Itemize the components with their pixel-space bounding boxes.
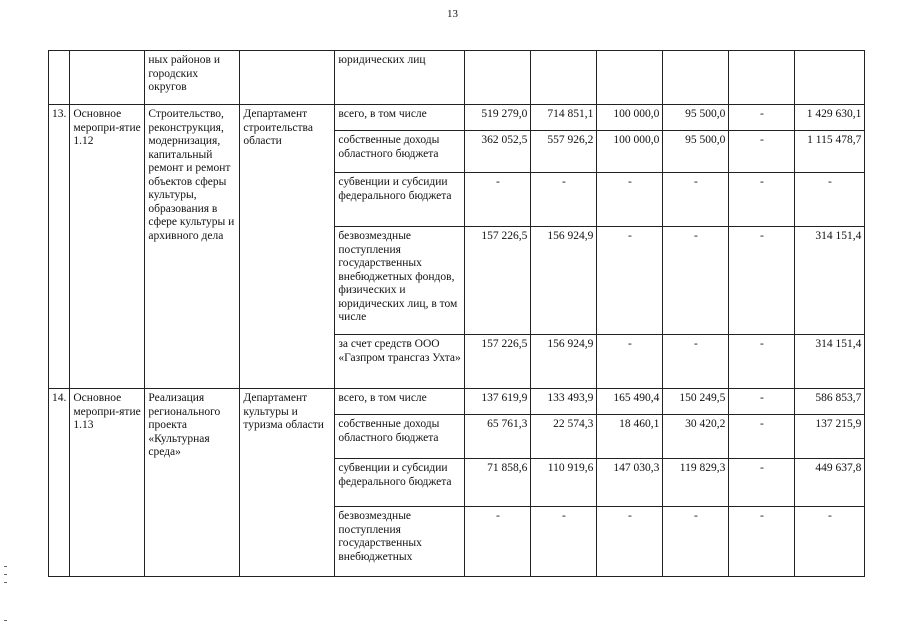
value-cell: 156 924,9 bbox=[531, 227, 597, 335]
value-cell: 156 924,9 bbox=[531, 335, 597, 389]
value-cell: 1 115 478,7 bbox=[795, 131, 865, 173]
value-cell: - bbox=[729, 335, 795, 389]
budget-table bbox=[48, 50, 865, 577]
value-cell: 18 460,1 bbox=[597, 415, 663, 459]
value-cell: 95 500,0 bbox=[663, 105, 729, 131]
measure-name-cell: Основное меропри-ятие 1.13 bbox=[70, 389, 145, 577]
source-cell: безвозмездные поступления государственных внебюджетных фондов, физических и юридических лиц, в том числе bbox=[335, 227, 465, 335]
margin-mark bbox=[4, 620, 7, 621]
value-cell: - bbox=[729, 105, 795, 131]
value-cell: 30 420,2 bbox=[663, 415, 729, 459]
value-cell: 157 226,5 bbox=[465, 227, 531, 335]
margin-mark bbox=[4, 582, 7, 583]
number-cell: 14. bbox=[49, 389, 70, 577]
source-cell: собственные доходы областного бюджета bbox=[335, 415, 465, 459]
value-cell: - bbox=[663, 507, 729, 577]
value-cell: 165 490,4 bbox=[597, 389, 663, 415]
executor-cell bbox=[240, 51, 335, 105]
source-cell: собственные доходы областного бюджета bbox=[335, 131, 465, 173]
value-cell: 157 226,5 bbox=[465, 335, 531, 389]
value-cell: 65 761,3 bbox=[465, 415, 531, 459]
table-body bbox=[49, 51, 865, 577]
value-cell: 137 619,9 bbox=[465, 389, 531, 415]
value-cell: 71 858,6 bbox=[465, 459, 531, 507]
value-cell: - bbox=[729, 459, 795, 507]
value-cell: 519 279,0 bbox=[465, 105, 531, 131]
value-cell: 137 215,9 bbox=[795, 415, 865, 459]
executor-cell: Департамент культуры и туризма области bbox=[240, 389, 335, 577]
source-cell: всего, в том числе bbox=[335, 105, 465, 131]
executor-cell: Департамент строительства области bbox=[240, 105, 335, 389]
value-cell: - bbox=[729, 173, 795, 227]
value-cell: 586 853,7 bbox=[795, 389, 865, 415]
value-cell: 314 151,4 bbox=[795, 335, 865, 389]
value-cell: 22 574,3 bbox=[531, 415, 597, 459]
margin-mark bbox=[4, 574, 7, 575]
source-cell: всего, в том числе bbox=[335, 389, 465, 415]
measure-name-cell: Основное меропри-ятие 1.12 bbox=[70, 105, 145, 389]
measure-name-cell bbox=[70, 51, 145, 105]
table-row-continuation bbox=[49, 51, 865, 105]
value-cell: - bbox=[531, 507, 597, 577]
value-cell: 100 000,0 bbox=[597, 131, 663, 173]
value-cell: - bbox=[729, 131, 795, 173]
value-cell: - bbox=[465, 173, 531, 227]
content-cell: Строительство, реконструкция, модернизация, капитальный ремонт и ремонт объектов сферы культуры, образования в сфере культуры и архивного дела bbox=[145, 105, 240, 389]
value-cell: - bbox=[795, 507, 865, 577]
value-cell: - bbox=[729, 415, 795, 459]
value-cell: - bbox=[729, 507, 795, 577]
source-cell: юридических лиц bbox=[335, 51, 465, 105]
source-cell: безвозмездные поступления государственных внебюджетных bbox=[335, 507, 465, 577]
value-cell: 314 151,4 bbox=[795, 227, 865, 335]
value-cell: 714 851,1 bbox=[531, 105, 597, 131]
value-cell: 119 829,3 bbox=[663, 459, 729, 507]
value-cell: - bbox=[597, 335, 663, 389]
value-cell: 95 500,0 bbox=[663, 131, 729, 173]
number-cell bbox=[49, 51, 70, 105]
table-row bbox=[49, 389, 865, 415]
source-cell: за счет средств ООО «Газпром трансгаз Ухта» bbox=[335, 335, 465, 389]
value-cell: 150 249,5 bbox=[663, 389, 729, 415]
value-cell: - bbox=[663, 173, 729, 227]
value-cell: 557 926,2 bbox=[531, 131, 597, 173]
value-cell: 449 637,8 bbox=[795, 459, 865, 507]
number-cell: 13. bbox=[49, 105, 70, 389]
value-cell: - bbox=[663, 335, 729, 389]
value-cell: 1 429 630,1 bbox=[795, 105, 865, 131]
value-cell: - bbox=[663, 227, 729, 335]
content-cell: Реализация регионального проекта «Культурная среда» bbox=[145, 389, 240, 577]
value-cell: 100 000,0 bbox=[597, 105, 663, 131]
margin-mark bbox=[4, 566, 7, 567]
source-cell: субвенции и субсидии федерального бюджета bbox=[335, 459, 465, 507]
value-cell: 147 030,3 bbox=[597, 459, 663, 507]
value-cell: 133 493,9 bbox=[531, 389, 597, 415]
value-cell: - bbox=[729, 227, 795, 335]
source-cell: субвенции и субсидии федерального бюджета bbox=[335, 173, 465, 227]
content-cell: ных районов и городских округов bbox=[145, 51, 240, 105]
value-cell: - bbox=[597, 227, 663, 335]
value-cell: - bbox=[597, 173, 663, 227]
value-cell: - bbox=[465, 507, 531, 577]
value-cell: - bbox=[729, 389, 795, 415]
value-cell: 362 052,5 bbox=[465, 131, 531, 173]
value-cell: 110 919,6 bbox=[531, 459, 597, 507]
value-cell: - bbox=[795, 173, 865, 227]
value-cell: - bbox=[597, 507, 663, 577]
page-number: 13 bbox=[447, 8, 458, 20]
table-row bbox=[49, 105, 865, 131]
value-cell: - bbox=[531, 173, 597, 227]
